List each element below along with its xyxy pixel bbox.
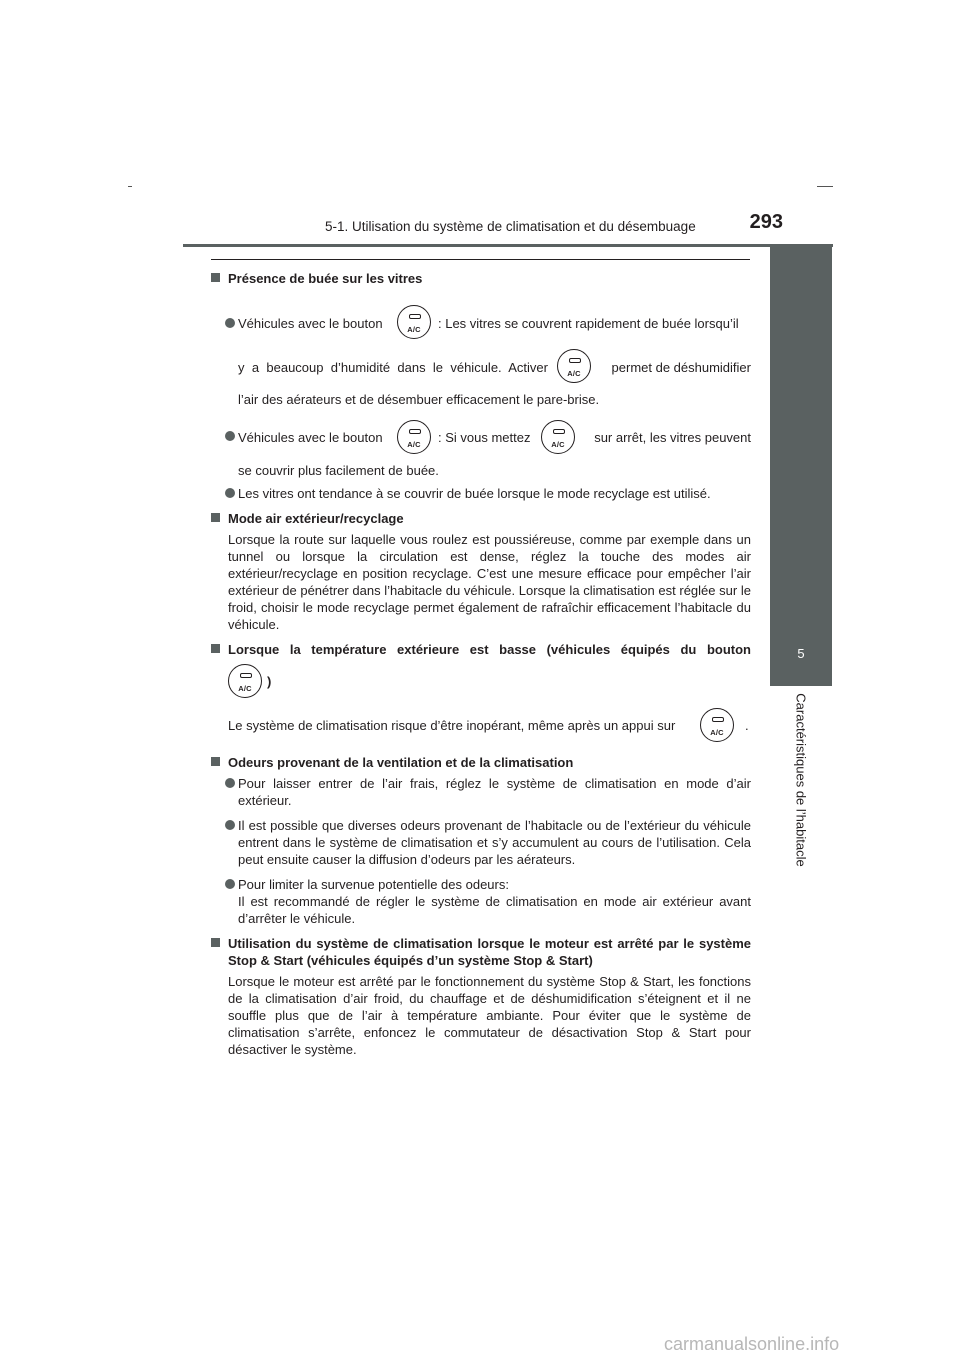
page-content	[211, 270, 751, 1058]
bullet-odeurs-2: Il est possible que diverses odeurs provenant de l’habitacle ou de l’extérieur du véhicule entrent dans le système de climatisation et s’y accumulent au cours de l’utilisation. Cela peut ensuite causer la diffusion d’odeurs par les aérateurs.	[211, 817, 751, 868]
ac-button-icon: A/C	[541, 420, 575, 454]
ac-button-icon: A/C	[397, 305, 431, 339]
page-number: 293	[749, 211, 783, 233]
bullet-buee-3: Les vitres ont tendance à se couvrir de buée lorsque le mode recyclage est utilisé.	[211, 485, 751, 502]
crop-mark-right	[817, 186, 833, 187]
ac-button-icon: A/C	[700, 708, 734, 742]
square-bullet-icon	[211, 644, 220, 653]
crop-mark-left	[128, 186, 132, 187]
ac-button-icon: A/C	[228, 664, 262, 698]
round-bullet-icon	[225, 431, 235, 441]
bullet-buee-2-line1: Véhicules avec le bouton A/C : Si vous mettez A/C sur arrêt, les vitres peuvent	[211, 418, 751, 458]
square-bullet-icon	[211, 938, 220, 947]
heading-buee: Présence de buée sur les vitres	[211, 270, 751, 287]
body-stop-start: Lorsque le moteur est arrêté par le fonctionnement du système Stop & Start, les fonctions de la climatisation d’air froid, du chauffage et de déshumidification s’éteignent et il ne souffle plus que de l’air à température ambiante. Pour éviter que le système de climatisation s’arrête, enfoncez le commutateur de désactivation Stop & Start pour désactiver le système.	[228, 974, 751, 1057]
heading-stop-start: Utilisation du système de climatisation lorsque le moteur est arrêté par le système Stop & Start (véhicules équipés d’un système Stop & Start)	[211, 935, 751, 969]
bullet-buee-1-line1: Véhicules avec le bouton A/C : Les vitres se couvrent rapidement de buée lorsqu’il	[211, 301, 751, 345]
watermark: carmanualsonline.info	[664, 1334, 840, 1354]
round-bullet-icon	[225, 778, 235, 788]
bullet-buee-1-line2: y a beaucoup d’humidité dans le véhicule. Activer A/C permet de déshumidifier	[211, 345, 751, 389]
heading-odeurs: Odeurs provenant de la ventilation et de la climatisation	[211, 754, 751, 771]
ac-button-icon: A/C	[557, 349, 591, 383]
chapter-number: 5	[770, 622, 832, 686]
bullet-odeurs-1: Pour laisser entrer de l’air frais, réglez le système de climatisation en mode d’air extérieur.	[211, 775, 751, 809]
heading-temp-basse: Lorsque la température extérieure est basse (véhicules équipés du bouton	[211, 641, 751, 658]
round-bullet-icon	[225, 488, 235, 498]
square-bullet-icon	[211, 757, 220, 766]
section-rule	[211, 259, 750, 260]
round-bullet-icon	[225, 879, 235, 889]
ac-button-icon: A/C	[397, 420, 431, 454]
heading-mode-air: Mode air extérieur/recyclage	[211, 510, 751, 527]
bullet-buee-1-line3: l’air des aérateurs et de désembuer efficacement le pare-brise.	[238, 392, 600, 407]
chapter-title-vertical	[793, 694, 809, 866]
heading-temp-basse-line2: A/C )	[211, 662, 751, 702]
header-section-title: 5-1. Utilisation du système de climatisation et du désembuage	[325, 219, 696, 234]
round-bullet-icon	[225, 820, 235, 830]
bullet-buee-2-line2: se couvrir plus facilement de buée.	[238, 463, 439, 478]
square-bullet-icon	[211, 513, 220, 522]
bullet-odeurs-3: Pour limiter la survenue potentielle des odeurs: Il est recommandé de régler le système de climatisation en mode air extérieur avant d’arrêter le véhicule.	[211, 876, 751, 927]
round-bullet-icon	[225, 318, 235, 328]
square-bullet-icon	[211, 273, 220, 282]
chapter-title: Caractéristiques de l’habitacle	[793, 693, 809, 867]
body-mode-air: Lorsque la route sur laquelle vous roulez est poussiéreuse, comme par exemple dans un tunnel ou lorsque la circulation est dense, réglez la touche des modes air extérieur/recyclage en position recyclage. C’est une mesure efficace pour empêcher l’air extérieur de pénétrer dans l’habitacle du véhicule. Lorsque la climatisation est réglée sur le froid, choisir le mode recyclage permet également de rafraîchir efficacement l’habitacle du véhicule.	[228, 532, 751, 632]
header-rule	[183, 244, 833, 247]
side-tab-bar	[770, 246, 832, 622]
body-temp-basse: Le système de climatisation risque d’être inopérant, même après un appui sur A/C .	[211, 706, 751, 746]
